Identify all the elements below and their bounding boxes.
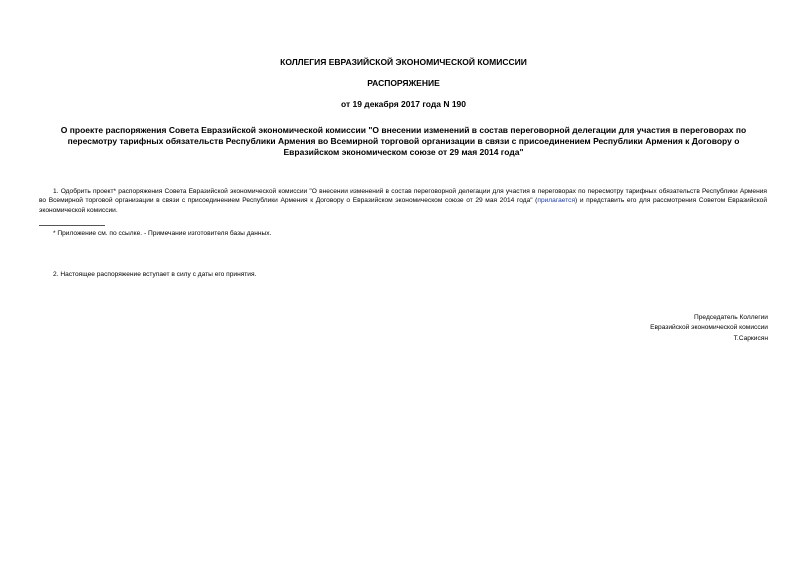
paragraph-1-text-end: ) и представить его для рассмотрения Советом Евразийской экономической комиссии. <box>39 197 767 214</box>
document-date-number: от 19 декабря 2017 года N 190 <box>340 99 467 109</box>
paragraph-2: 2. Настоящее распоряжение вступает в силу с даты его принятия. <box>53 271 257 278</box>
signature-position: Председатель Коллегии <box>694 314 768 321</box>
signature-organization: Евразийской экономической комиссии <box>650 324 768 331</box>
document-type-heading: РАСПОРЯЖЕНИЕ <box>367 78 440 88</box>
document-subject-title: О проекте распоряжения Совета Евразийской экономической комиссии "О внесении изменений в состав переговорной делегации для участия в переговорах по пересмотру тарифных обязательств Республики Армения во Всемирной торговой организации в связи с присоединением Республики Армения к Договору о Евразийском экономическом союзе от 29 мая 2014 года" <box>60 125 747 157</box>
paragraph-1-text-start: 1. Одобрить проект* распоряжения Совета Евразийской экономической комиссии "О внесении изменений в состав переговорной делегации для участия в переговорах по пересмотру тарифных обязательств Республики Армения во Всемирной торговой организации в связи с присоединением Республики Армения к Договору о Евразийском экономическом союзе от 29 мая 2014 года" ( <box>39 188 767 205</box>
footnote: * Приложение см. по ссылке. - Примечание изготовителя базы данных. <box>53 230 272 237</box>
attachment-link[interactable]: прилагается <box>537 197 576 205</box>
footnote-separator <box>39 225 105 226</box>
paragraph-1 <box>39 187 767 215</box>
organization-heading: КОЛЛЕГИЯ ЕВРАЗИЙСКОЙ ЭКОНОМИЧЕСКОЙ КОМИССИИ <box>280 57 527 67</box>
signature-name: Т.Саркисян <box>733 335 768 342</box>
